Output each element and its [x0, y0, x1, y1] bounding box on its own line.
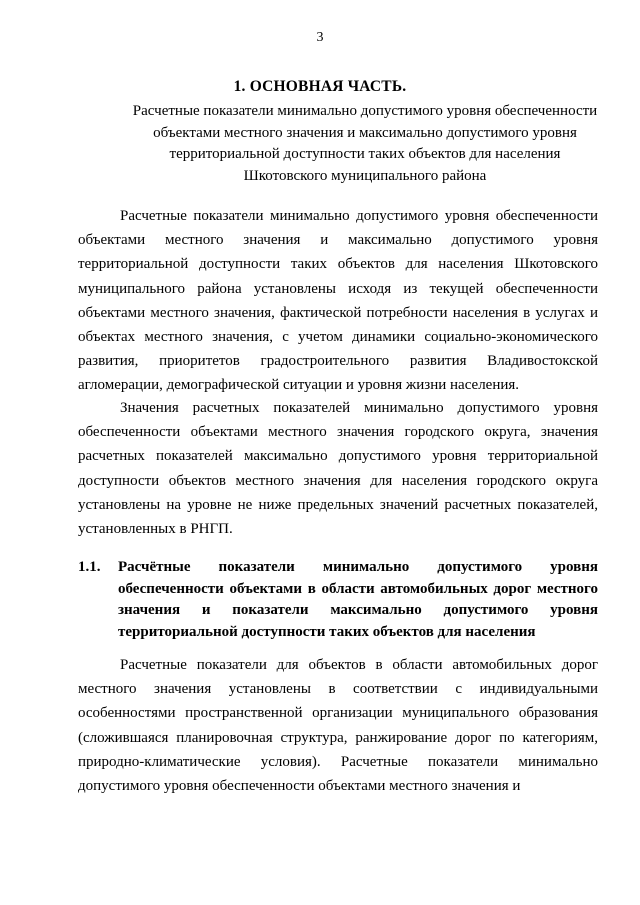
- paragraph: Значения расчетных показателей минимально допустимого уровня обеспеченности объектами местного значения городского округа, значения расчетных показателей максимально допустимого уровня территориальной доступности объектов местного значения для населения городского округа установлены на уровне не ниже предельных значений расчетных показателей, установленных в РНГП.: [78, 400, 598, 538]
- page-number: 3: [316, 30, 324, 45]
- paragraph-block: [78, 396, 598, 541]
- subsection-heading: [78, 557, 598, 643]
- paragraph: Расчетные показатели для объектов в области автомобильных дорог местного значения установлены в соответствии с индивидуальными особенностями пространственной организации муниципального образования (сложившаяся планировочная структура, ранжирование дорог по категориям, природно-климатические условия). Расчетные показатели минимально допустимого уровня обеспеченности объектами местного значения и: [78, 657, 598, 795]
- paragraph-block: [78, 653, 598, 798]
- subsection-title: Расчётные показатели минимально допустимого уровня обеспеченности объектами в области автомобильных дорог местного значения и показатели максимально допустимого уровня территориальной доступности таких объектов для населения: [118, 559, 598, 640]
- section-title: 1. ОСНОВНАЯ ЧАСТЬ.: [233, 78, 407, 95]
- paragraph: Расчетные показатели минимально допустимого уровня обеспеченности объектами местного значения и максимально допустимого уровня территориальной доступности таких объектов для населения Шкотовского муниципального района установлены исходя из текущей обеспеченности объектами местного значения, фактической потребности населения в услугах и объектах местного значения, с учетом динамики социально-экономического развития, приоритетов градостроительного развития Владивостокской агломерации, демографической ситуации и уровня жизни населения.: [78, 208, 598, 394]
- section-subtitle: Расчетные показатели минимально допустимого уровня обеспеченности объектами местного значения и максимально допустимого уровня территориальной доступности таких объектов для населения Шкотовского муниципального района: [132, 103, 598, 184]
- subsection-number: 1.1.: [78, 559, 101, 575]
- paragraph-block: [78, 204, 598, 398]
